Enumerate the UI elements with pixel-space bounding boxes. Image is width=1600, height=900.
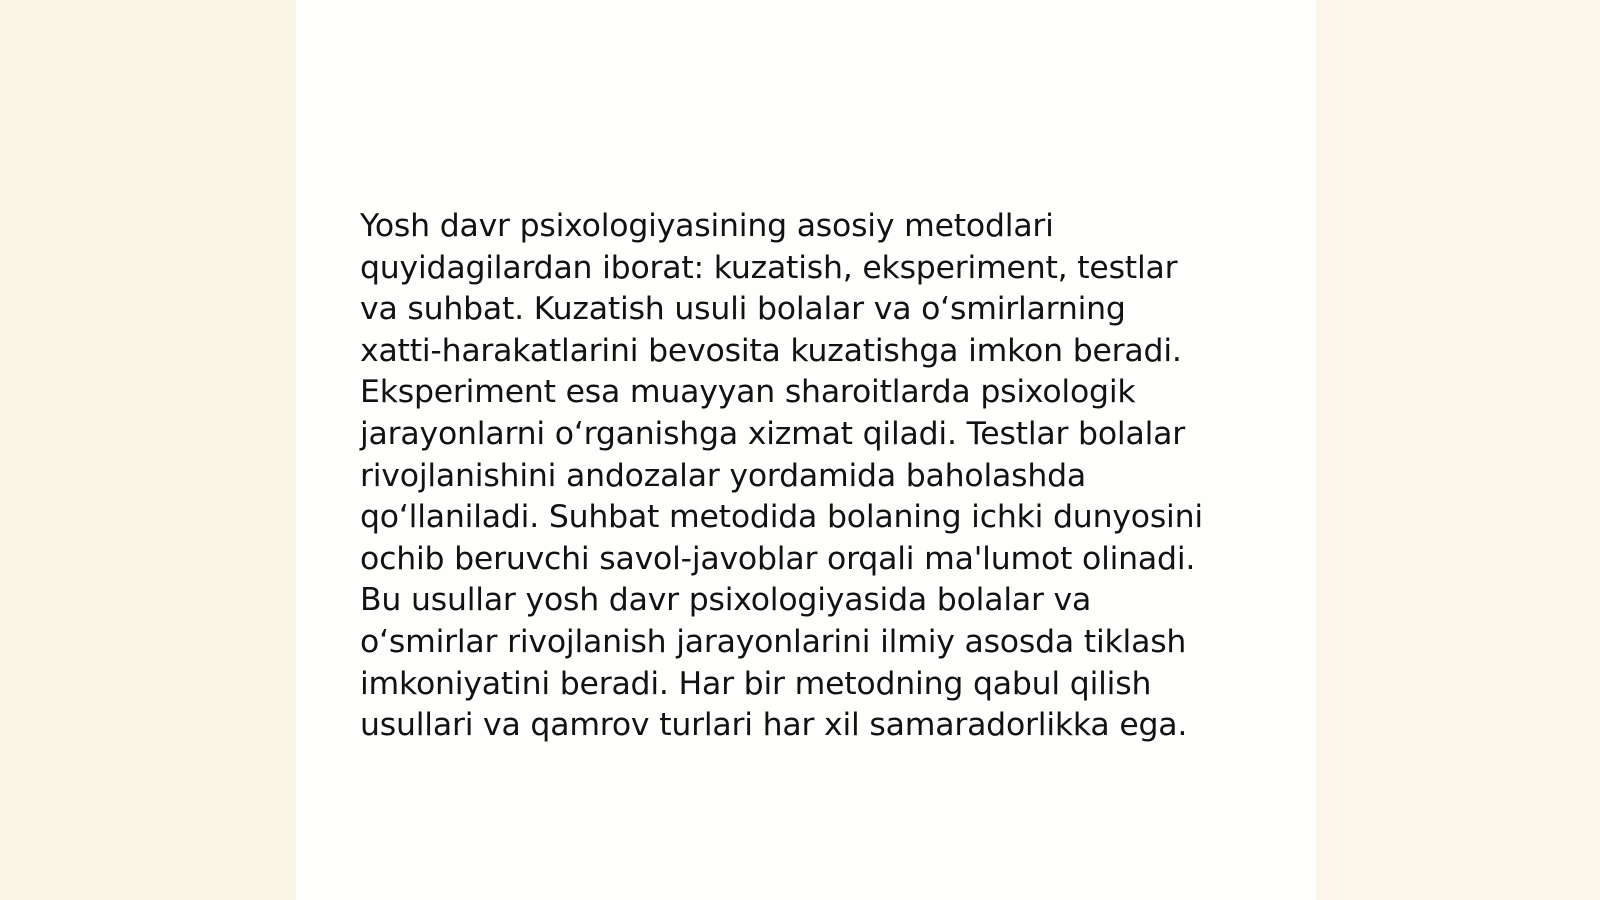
text-line: xatti-harakatlarini bevosita kuzatishga imkon beradi. (360, 332, 1182, 369)
text-line: Eksperiment esa muayyan sharoitlarda psixologik (360, 374, 1136, 411)
text-line: va suhbat. Kuzatish usuli bolalar va o‘smirlarning (360, 291, 1126, 328)
text-line: jarayonlarni o‘rganishga xizmat qiladi. Testlar bolalar (360, 415, 1185, 452)
text-line: quyidagilardan iborat: kuzatish, eksperiment, testlar (360, 249, 1178, 286)
text-line: rivojlanishini andozalar yordamida baholashda (360, 457, 1087, 494)
right-margin-background (1316, 0, 1600, 900)
left-margin-background (0, 0, 296, 900)
slide-body-text (360, 206, 1280, 747)
slide-page (296, 0, 1316, 900)
text-line: Bu usullar yosh davr psixologiyasida bolalar va (360, 582, 1092, 619)
text-line: o‘smirlar rivojlanish jarayonlarini ilmiy asosda tiklash (360, 623, 1187, 660)
text-line: usullari va qamrov turlari har xil samaradorlikka ega. (360, 707, 1188, 744)
text-line: ochib beruvchi savol-javoblar orqali ma'lumot olinadi. (360, 540, 1196, 577)
text-line: imkoniyatini beradi. Har bir metodning qabul qilish (360, 665, 1152, 702)
text-line: Yosh davr psixologiyasining asosiy metodlari (360, 208, 1054, 244)
text-line: qo‘llaniladi. Suhbat metodida bolaning ichki dunyosini (360, 499, 1203, 536)
